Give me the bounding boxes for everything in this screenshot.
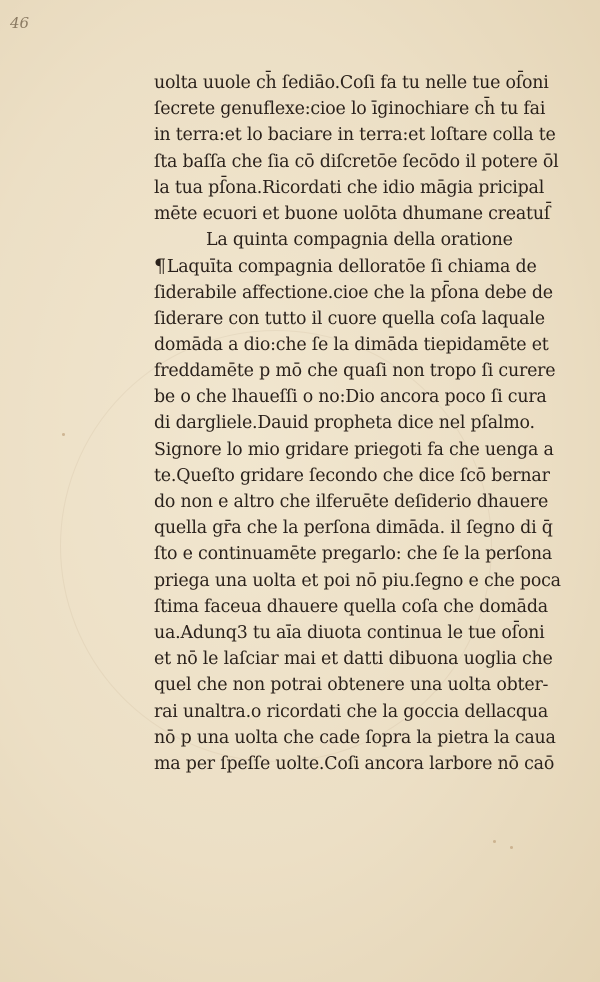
text-line: freddamēte p mō che quaſi non tropo ſi curere (154, 361, 556, 382)
text-line: uolta uuole ch̄ ſediāo.Coſi fa tu nelle tue oſ̄oni (154, 73, 549, 93)
text-line: in terra:et lo baciare in terra:et loſtare colla te (154, 125, 556, 146)
text-line: nō p una uolta che cade ſopra la pietra la caua (154, 727, 556, 748)
text-line: ſta baſſa che ſia cō diſcretōe ſecōdo il potere ōl (154, 151, 559, 172)
text-line: la tua pſ̄ona.Ricordati che idio māgia pricipal (154, 177, 545, 198)
paper-spot (510, 846, 513, 849)
paper-spot (62, 433, 65, 436)
text-line: ſto e continuamēte pregarlo: che ſe la perſona (154, 544, 553, 565)
folio-number: 46 (10, 14, 30, 32)
text-line: ua.Adunq3 tu aīa diuota continua le tue oſ̄oni (154, 622, 545, 643)
text-line: ſiderare con tutto il cuore quella coſa laquale (154, 308, 545, 329)
text-line: et nō le laſciar mai et datti dibuona uoglia che (154, 649, 553, 670)
text-line: do non e altro che ilferuēte deſiderio dhauere (154, 492, 549, 512)
text-line: quella gr̄a che la perſona dimāda. il ſegno di q̄ (154, 518, 553, 539)
paragraph-mark: ¶ (154, 255, 166, 278)
text-line: domāda a dio:che ſe la dimāda tiepidamēte et (154, 334, 549, 355)
text-line: mēte ecuori et buone uolōta dhumane creatuſ̄ (154, 203, 551, 224)
paper-spot (493, 840, 496, 843)
text-line (154, 253, 564, 279)
text-line: ſiderabile affectione.cioe che la pſ̄ona debe de (154, 282, 553, 303)
text-line: ma per ſpeſſe uolte.Coſi ancora larbore nō caō (154, 753, 555, 774)
text-line: priega una uolta et poi nō piu.ſegno e che poca (154, 570, 561, 591)
text-line: rai unaltra.o ricordati che la goccia dellacqua (154, 701, 548, 722)
text-line: te.Queſto gridare ſecondo che dice ſcō bernar (154, 465, 550, 486)
text-line: ſecrete genuflexe:cioe lo īginochiare ch̄ tu fai (154, 99, 546, 120)
text-line: quel che non potrai obtenere una uolta obter- (154, 675, 549, 696)
text-block (154, 70, 564, 777)
text-line-content: Laquīta compagnia delloratōe ſi chiama de (166, 257, 537, 278)
section-heading: La quinta compagnia della oratione (206, 230, 513, 251)
text-line: Signore lo mio gridare priegoti fa che uenga a (154, 439, 554, 460)
text-line: ſtima faceua dhauere quella coſa che domāda (154, 596, 548, 617)
text-line: di dargliele.Dauid propheta dice nel pſalmo. (154, 413, 535, 434)
text-line: be o che lhaueſſi o no:Dio ancora poco ſi cura (154, 387, 547, 408)
